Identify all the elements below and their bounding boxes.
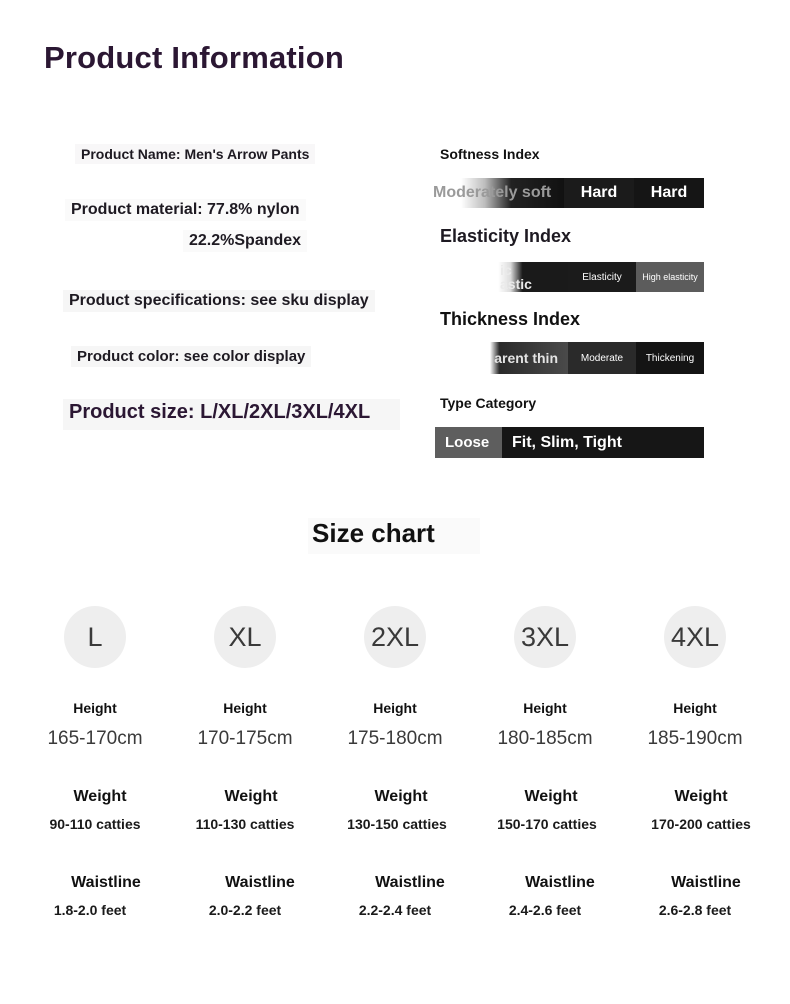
softness-segment-moderately-soft: Moderately soft	[432, 178, 564, 208]
type-category-bar	[435, 427, 704, 458]
weight-label: Weight	[224, 788, 278, 805]
waistline-value: 1.8-2.0 feet	[53, 902, 127, 918]
size-badge: 4XL	[664, 606, 726, 668]
size-column-l	[20, 606, 170, 918]
type-segment-fit: Fit, Slim, Tight	[502, 427, 704, 458]
elasticity-index-bar	[498, 262, 704, 292]
softness-index-bar	[432, 178, 704, 208]
weight-label: Weight	[524, 788, 578, 805]
size-column-2xl	[320, 606, 470, 918]
height-label: Height	[523, 700, 567, 716]
weight-value: 130-150 catties	[347, 816, 447, 832]
page-title: Product Information	[44, 40, 345, 75]
type-segment-loose: Loose	[435, 427, 502, 458]
height-value: 175-180cm	[347, 728, 443, 749]
waistline-value: 2.2-2.4 feet	[358, 902, 432, 918]
size-column-xl	[170, 606, 320, 918]
softness-segment-hard: Hard	[564, 178, 634, 208]
thickness-index-bar	[490, 342, 704, 374]
weight-label: Weight	[73, 788, 127, 805]
height-label: Height	[673, 700, 717, 716]
weight-value: 170-200 catties	[651, 816, 751, 832]
weight-value: 150-170 catties	[497, 816, 597, 832]
waistline-label: Waistline	[375, 874, 445, 891]
product-color: Product color: see color display	[71, 346, 311, 367]
thickness-segment-thickening: Thickening	[636, 342, 704, 374]
size-column-4xl	[620, 606, 770, 918]
height-value: 185-190cm	[647, 728, 743, 749]
height-label: Height	[73, 700, 117, 716]
waistline-label: Waistline	[71, 874, 141, 891]
elasticity-index-label: Elasticity Index	[440, 226, 572, 246]
size-badge: L	[64, 606, 126, 668]
product-size: Product size: L/XL/2XL/3XL/4XL	[63, 399, 400, 430]
height-value: 170-175cm	[197, 728, 293, 749]
weight-value: 90-110 catties	[49, 816, 141, 832]
height-value: 165-170cm	[47, 728, 143, 749]
product-name: Product Name: Men's Arrow Pants	[75, 144, 315, 164]
product-material: Product material: 77.8% nylon	[65, 199, 306, 221]
waistline-value: 2.4-2.6 feet	[508, 902, 582, 918]
product-specifications: Product specifications: see sku display	[63, 290, 375, 312]
thickness-index-label: Thickness Index	[440, 309, 581, 329]
waistline-value: 2.0-2.2 feet	[208, 902, 282, 918]
thickness-segment-thin: arent thin	[490, 342, 568, 374]
weight-label: Weight	[674, 788, 728, 805]
weight-label: Weight	[374, 788, 428, 805]
softness-segment-hard-2: Hard	[634, 178, 704, 208]
height-label: Height	[373, 700, 417, 716]
waistline-label: Waistline	[671, 874, 741, 891]
thickness-segment-moderate: Moderate	[568, 342, 636, 374]
type-category-label: Type Category	[440, 395, 537, 411]
elasticity-segment-partial: ic astic	[498, 262, 568, 292]
waistline-label: Waistline	[525, 874, 595, 891]
waistline-value: 2.6-2.8 feet	[658, 902, 732, 918]
elasticity-segment-elasticity: Elasticity	[568, 262, 636, 292]
size-badge: XL	[214, 606, 276, 668]
elasticity-segment-high: High elasticity	[636, 262, 704, 292]
product-material-continued: 22.2%Spandex	[183, 230, 307, 252]
size-badge: 3XL	[514, 606, 576, 668]
height-value: 180-185cm	[497, 728, 593, 749]
waistline-label: Waistline	[225, 874, 295, 891]
size-badge: 2XL	[364, 606, 426, 668]
height-label: Height	[223, 700, 267, 716]
softness-index-label: Softness Index	[440, 146, 540, 162]
weight-value: 110-130 catties	[195, 816, 295, 832]
size-chart-title: Size chart	[308, 518, 480, 554]
size-column-3xl	[470, 606, 620, 918]
